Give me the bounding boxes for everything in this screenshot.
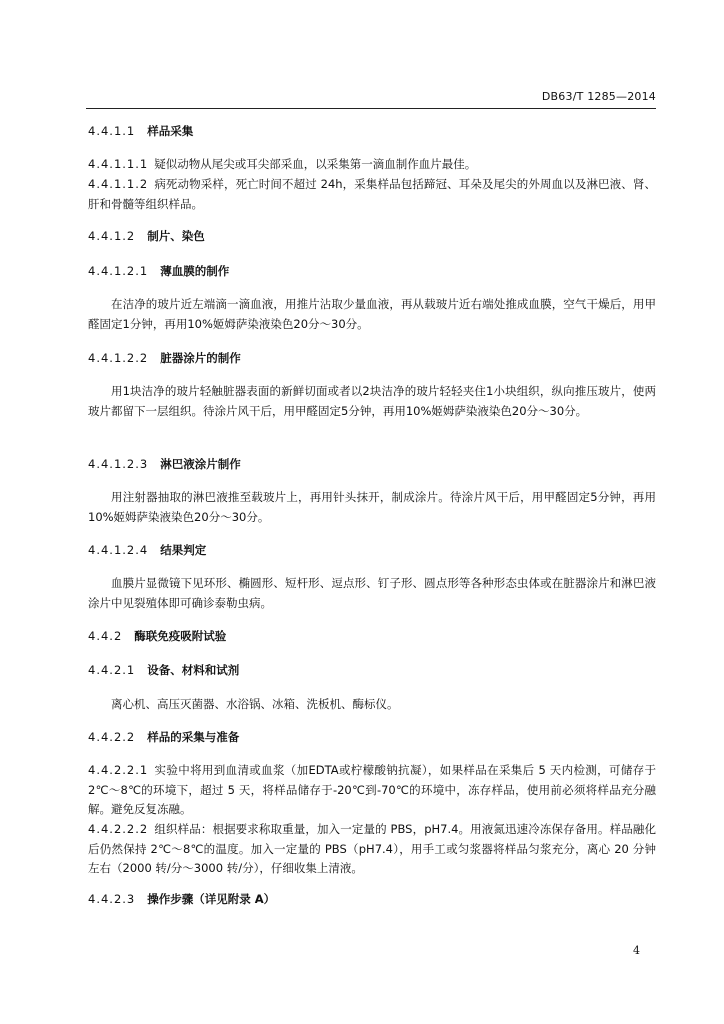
paragraph-equipment: 离心机、高压灭菌器、水浴锅、冰箱、洗板机、酶标仪。 <box>111 697 399 711</box>
heading-number: 4.4.2 <box>88 629 123 643</box>
clause-4-4-1-1-2 <box>88 175 656 214</box>
heading-title: 淋巴液涂片制作 <box>160 457 241 471</box>
clause-number: 4.4.1.1.1 <box>88 157 149 171</box>
paragraph-lymph-smear: 用注射器抽取的淋巴液推至载玻片上，再用针头抹开，制成涂片。待涂片风干后，用甲醛固定5分钟，再用10%姬姆萨染液染色20分～30分。 <box>88 490 656 524</box>
clause-text: 疑似动物从尾尖或耳尖部采血，以采集第一滴血制作血片最佳。 <box>154 157 477 171</box>
heading-number: 4.4.2.2 <box>88 730 136 744</box>
heading-title: 操作步骤（详见附录 A） <box>147 892 276 906</box>
heading-title: 样品的采集与准备 <box>147 730 240 744</box>
paragraph-result: 血膜片显微镜下见环形、椭圆形、短杆形、逗点形、钉子形、圆点形等各种形态虫体或在脏器涂片和淋巴液涂片中见裂殖体即可确诊泰勒虫病。 <box>88 576 656 610</box>
clause-text: 实验中将用到血清或血浆（加EDTA或柠檬酸钠抗凝），如果样品在采集后 5 天内检测，可储存于 2℃～8℃的环境下，超过 5 天，将样品储存于-20℃到-70℃的环境中，冻存样品，使用前必须将样品充分融解。避免反复冻融。 <box>88 763 656 816</box>
header-rule <box>86 108 656 109</box>
heading-number: 4.4.2.1 <box>88 663 136 677</box>
heading-4-4-1-2-4 <box>88 541 656 561</box>
heading-number: 4.4.1.2.2 <box>88 351 149 365</box>
heading-title: 样品采集 <box>147 124 194 138</box>
heading-number: 4.4.1.2.3 <box>88 457 149 471</box>
heading-title: 设备、材料和试剂 <box>147 663 240 677</box>
heading-number: 4.4.2.3 <box>88 892 136 906</box>
heading-4-4-2-2 <box>88 728 656 748</box>
heading-number: 4.4.1.2.1 <box>88 264 149 278</box>
heading-4-4-2 <box>88 627 656 647</box>
clause-number: 4.4.2.2.1 <box>88 763 149 777</box>
heading-number: 4.4.1.1 <box>88 124 136 138</box>
heading-title: 酶联免疫吸附试验 <box>134 629 227 643</box>
heading-title: 薄血膜的制作 <box>160 264 230 278</box>
heading-4-4-1-2-3 <box>88 455 656 475</box>
clause-4-4-1-1-1 <box>88 155 656 175</box>
heading-4-4-1-1 <box>88 122 656 142</box>
heading-title: 结果判定 <box>160 543 207 557</box>
heading-title: 脏器涂片的制作 <box>160 351 241 365</box>
heading-title: 制片、染色 <box>147 229 205 243</box>
heading-4-4-1-2-1 <box>88 262 656 282</box>
heading-number: 4.4.1.2 <box>88 229 136 243</box>
standard-code: DB63/T 1285—2014 <box>541 90 656 103</box>
heading-4-4-1-2-2 <box>88 349 656 369</box>
heading-4-4-1-2 <box>88 227 656 247</box>
paragraph-organ-smear: 用1块洁净的玻片轻触脏器表面的新鲜切面或者以2块洁净的玻片轻轻夹住1小块组织，纵向推压玻片，使两玻片都留下一层组织。待涂片风干后，用甲醛固定5分钟，再用10%姬姆萨染液染色20分～30分。 <box>88 384 656 418</box>
clause-number: 4.4.2.2.2 <box>88 822 149 836</box>
heading-4-4-2-3 <box>88 890 656 910</box>
paragraph-blood-film: 在洁净的玻片近左端滴一滴血液，用推片沾取少量血液，再从载玻片近右端处推成血膜，空气干燥后，用甲醛固定1分钟，再用10%姬姆萨染液染色20分～30分。 <box>88 297 656 331</box>
clause-4-4-2-2-1 <box>88 761 656 820</box>
clause-text: 组织样品：根据要求称取重量，加入一定量的 PBS，pH7.4。用液氮迅速冷冻保存备用。样品融化后仍然保持 2℃～8℃的温度。加入一定量的 PBS（pH7.4），用手工或匀浆器将样品匀浆充分，离心 20 分钟左右（2000 转/分～3000 转/分），仔细收集上清液。 <box>88 822 656 875</box>
clause-4-4-2-2-2 <box>88 820 656 879</box>
clause-text: 病死动物采样，死亡时间不超过 24h，采集样品包括蹄冠、耳朵及尾尖的外周血以及淋巴液、肾、肝和骨髓等组织样品。 <box>88 177 656 211</box>
heading-number: 4.4.1.2.4 <box>88 543 149 557</box>
heading-4-4-2-1 <box>88 661 656 681</box>
page-number: 4 <box>633 944 640 957</box>
clause-number: 4.4.1.1.2 <box>88 177 149 191</box>
